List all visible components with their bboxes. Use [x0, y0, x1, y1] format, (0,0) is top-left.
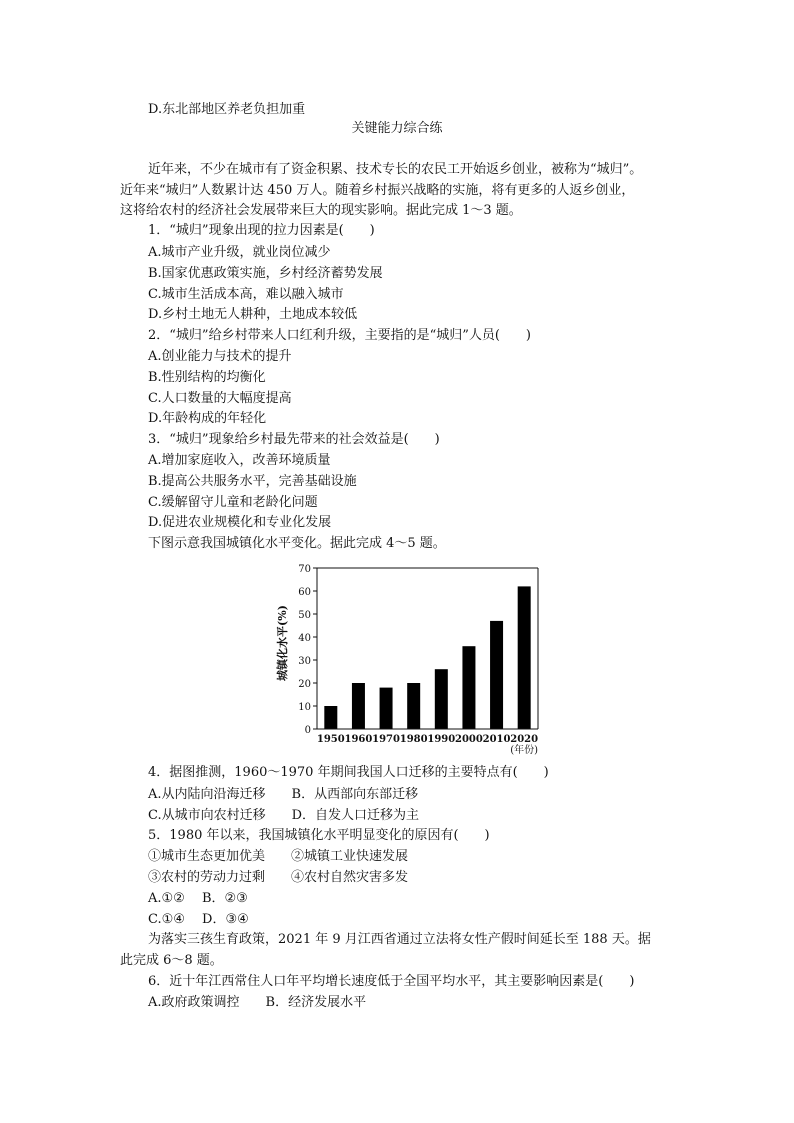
intro-paragraph-line: 此完成 6～8 题。 — [120, 953, 223, 968]
question-5-stem: 5．1980 年以来，我国城镇化水平明显变化的原因有( ) — [148, 828, 490, 843]
intro-paragraph-line: 这将给农村的经济社会发展带来巨大的现实影响。据此完成 1～3 题。 — [120, 203, 522, 218]
question-4-options-ab: A.从内陆向沿海迁移 B．从西部向东部迁移 — [148, 787, 419, 802]
y-tick-label: 60 — [298, 587, 311, 598]
x-axis-ticks — [317, 734, 538, 745]
x-tick-label: 1980 — [399, 734, 428, 745]
question-5-items-12: ①城市生态更加优美 ②城镇工业快速发展 — [148, 849, 409, 864]
question-3-option-c: C.缓解留守儿童和老龄化问题 — [148, 495, 318, 510]
bar-1980 — [407, 683, 420, 729]
question-6-options-ab: A.政府政策调控 B．经济发展水平 — [148, 995, 367, 1010]
bars — [324, 586, 530, 729]
previous-option-d: D.东北部地区养老负担加重 — [148, 102, 306, 117]
bar-2000 — [462, 646, 475, 729]
question-5-items-34: ③农村的劳动力过剩 ④农村自然灾害多发 — [148, 870, 409, 885]
question-3-option-d: D.促进农业规模化和专业化发展 — [148, 515, 332, 530]
bar-1960 — [352, 683, 365, 729]
question-2-stem: 2．“城归”给乡村带来人口红利升级，主要指的是“城归”人员( ) — [148, 328, 531, 343]
question-3-option-a: A.增加家庭收入，改善环境质量 — [148, 453, 331, 468]
y-tick-label: 40 — [298, 633, 311, 644]
question-6-stem: 6．近十年江西常住人口年平均增长速度低于全国平均水平，其主要影响因素是( ) — [148, 974, 635, 989]
intro-paragraph-line: 近年来，不少在城市有了资金积累、技术专长的农民工开始返乡创业，被称为“城归”。 — [148, 162, 643, 177]
x-tick-label: 2000 — [455, 734, 483, 745]
x-tick-label: 2020 — [510, 734, 539, 745]
x-tick-label: 1990 — [427, 734, 456, 745]
question-1-option-a: A.城市产业升级，就业岗位减少 — [148, 245, 331, 260]
y-axis-ticks — [298, 564, 317, 736]
question-5-options-cd: C.①④ D．③④ — [148, 912, 249, 927]
y-axis-label: 城镇化水平(%) — [276, 605, 289, 681]
question-2-option-d: D.年龄构成的年轻化 — [148, 411, 267, 426]
x-axis-unit-label: (年份) — [510, 745, 538, 756]
question-3-stem: 3．“城归”现象给乡村最先带来的社会效益是( ) — [148, 432, 440, 447]
question-1-option-d: D.乡村土地无人耕种，土地成本较低 — [148, 307, 358, 322]
bar-1970 — [380, 688, 393, 729]
chart-intro: 下图示意我国城镇化水平变化。据此完成 4～5 题。 — [148, 536, 446, 551]
question-1-stem: 1．“城归”现象出现的拉力因素是( ) — [148, 223, 375, 238]
y-tick-label: 30 — [298, 656, 311, 667]
intro-paragraph-line: 为落实三孩生育政策，2021 年 9 月江西省通过立法将女性产假时间延长至 188 天。据 — [148, 932, 651, 947]
question-5-options-ab: A.①② B．②③ — [148, 891, 248, 906]
section-title: 关键能力综合练 — [351, 121, 443, 136]
question-2-option-c: C.人口数量的大幅度提高 — [148, 391, 292, 406]
y-tick-label: 50 — [298, 610, 311, 621]
bar-1990 — [435, 669, 448, 729]
intro-paragraph-line: 近年来“城归”人数累计达 450 万人。随着乡村振兴战略的实施，将有更多的人返乡创业， — [120, 183, 635, 198]
y-tick-label: 20 — [298, 679, 311, 690]
x-tick-label: 1970 — [372, 734, 400, 745]
question-1-option-b: B.国家优惠政策实施，乡村经济蓄势发展 — [148, 266, 383, 281]
question-1-option-c: C.城市生活成本高，难以融入城市 — [148, 287, 344, 302]
bar-2020 — [518, 586, 531, 729]
x-tick-label: 2010 — [482, 734, 511, 745]
question-2-option-a: A.创业能力与技术的提升 — [148, 349, 292, 364]
question-4-stem: 4．据图推测，1960～1970 年期间我国人口迁移的主要特点有( ) — [148, 765, 549, 780]
y-tick-label: 0 — [304, 725, 311, 736]
question-2-option-b: B.性别结构的均衡化 — [148, 370, 266, 385]
bar-1950 — [324, 706, 337, 729]
y-tick-label: 70 — [298, 564, 311, 575]
question-4-options-cd: C.从城市向农村迁移 D．自发人口迁移为主 — [148, 808, 420, 823]
bar-2010 — [490, 621, 503, 729]
y-tick-label: 10 — [298, 702, 311, 713]
question-3-option-b: B.提高公共服务水平，完善基础设施 — [148, 474, 357, 489]
x-tick-label: 1960 — [344, 734, 373, 745]
x-tick-label: 1950 — [316, 734, 345, 745]
urbanization-bar-chart — [270, 558, 560, 758]
